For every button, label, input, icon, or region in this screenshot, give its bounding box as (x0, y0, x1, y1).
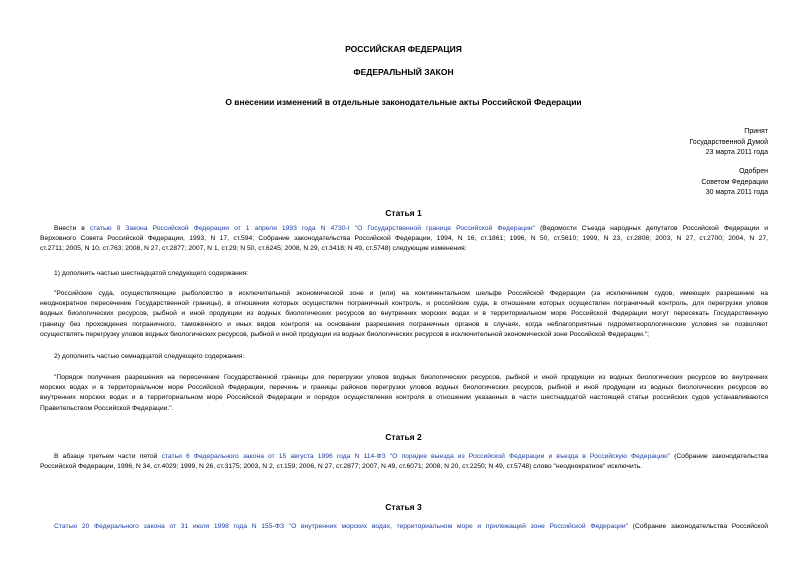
item-2-label (40, 352, 768, 362)
part-16-line-4: границу без прохождения пограничного, таможенного и иных видов контроля на основании разрешения пограничных органов в случаях, когда неблагоприятные гидрометеорологические условия не позволяют (40, 320, 768, 328)
part-17-line-1: "Порядок получения разрешения на пересечение Государственной границы для перегрузки уловов водных биологических ресурсов, рыбной и иной продукции из водных биологических ресурсов во внутренних (54, 374, 768, 381)
part-16-line-3: водных биологических ресурсов, рыбной и иной продукции из водных биологических ресурсов во внутренних морских водах и в территориальном море Российской Федерации могут пересекать Государственную (40, 310, 768, 318)
article-1-intro-prefix: Внести в (54, 225, 90, 232)
country-title: РОССИЙСКАЯ ФЕДЕРАЦИЯ (345, 44, 462, 54)
part-16-line-1: "Российские суда, осуществляющие рыболовство в исключительной экономической зоне и (или) на континентальном шельфе Российской Федерации (за исключением судов, имеющих разрешение на (54, 290, 768, 297)
part-17-text (40, 373, 768, 414)
article-2-prefix: В абзаце третьем части пятой (54, 453, 162, 460)
article-3-line-1 (40, 522, 768, 532)
article-1-intro (40, 224, 768, 255)
part-17-line-4: Правительством Российской Федерации.". (40, 404, 174, 412)
council-name: Советом Федерации (701, 178, 768, 186)
law-114-fz-link[interactable]: статьи 6 Федерального закона от 15 августа 1996 года N 114-ФЗ "О порядке выезда из Российской Федерации и въезда в Российскую Федерацию" (161, 453, 671, 460)
article-3-heading: Статья 3 (385, 502, 422, 512)
part-16-text (40, 289, 768, 340)
part-16-line-5: осуществлять перегрузку уловов водных биологических ресурсов, рыбной и иной продукции из водных биологических ресурсов в исключительной экономической зоне Российской Федерации."; (40, 330, 650, 338)
duma-name: Государственной Думой (689, 138, 768, 146)
duma-adoption (689, 127, 768, 159)
council-approval (701, 167, 768, 199)
item-1-text: 1) дополнить частью шестнадцатой следующего содержания: (54, 270, 249, 277)
council-approved-label: Одобрен (739, 168, 768, 175)
article-1-heading: Статья 1 (385, 208, 422, 218)
article-2-line-1 (40, 452, 768, 462)
council-date: 30 марта 2011 года (705, 189, 768, 196)
doc-type-title: ФЕДЕРАЛЬНЫЙ ЗАКОН (353, 67, 454, 77)
law-title: О внесении изменений в отдельные законодательные акты Российской Федерации (225, 97, 582, 107)
article-1-intro-rest: (Ведомости Съезда народных депутатов Российской Федерации и (535, 225, 768, 232)
article-2-line-2: Российской Федерации, 1996, N 34, ст.4029; 1999, N 26, ст.3175; 2003, N 2, ст.159; 2006, N 27, ст.2877; 2007, N 49, ст.6071; 2008, N 20, ст.2250; N 49, ст.5748) слово "неоднократное" исключить. (40, 463, 643, 471)
part-16-line-2: неоднократное пересечение Государственной границы), в отношении которых осуществлен пограничный контроль, и российские суда, в отношении которых осуществлен пограничный контроль, для перегрузки уловов (40, 300, 768, 308)
duma-date: 23 марта 2011 года (705, 149, 768, 156)
article-3-rest: (Собрание законодательства Российской (628, 523, 768, 530)
item-1-label (40, 269, 768, 279)
item-2-text: 2) дополнить частью семнадцатой следующего содержания: (54, 353, 245, 360)
article-2-rest: (Собрание законодательства (670, 453, 769, 460)
duma-adopted-label: Принят (744, 128, 768, 135)
law-4730-link[interactable]: статью 9 Закона Российской Федерации от 1 апреля 1993 года N 4730-I "О Государственной границе Российской Федерации" (89, 225, 536, 232)
article-3-text (40, 522, 768, 532)
article-2-heading: Статья 2 (385, 432, 422, 442)
article-1-intro-line (40, 224, 768, 234)
article-1-intro-line-3: ст.2711; 2005, N 10, ст.763; 2008, N 27, ст.2877; 2007, N 1, ст.29; N 50, ст.6245; 2008, N 29, ст.3418; N 49, ст.5748) следующие изменения: (40, 245, 467, 253)
article-2-text (40, 452, 768, 472)
law-155-fz-link[interactable]: Статью 20 Федерального закона от 31 июля 1998 года N 155-ФЗ "О внутренних морских водах, территориальном море и прилежащей зоне Российской Федерации" (54, 523, 629, 530)
article-1-intro-line-2: Верховного Совета Российской Федерации, 1993, N 17, ст.594; Собрание законодательства Российской Федерации, 1994, N 16, ст.1861; 1996, N 50, ст.5610; 1999, N 23, ст.2808; 2003, N 27, ст.2700; 2004, N 27, (40, 235, 768, 243)
part-17-line-3: внутренних морских водах и в территориальном море Российской Федерации и порядок осуществления контроля в отношении указанных в части шестнадцатой настоящей статьи российских судов устанавливаются (40, 394, 768, 402)
part-17-line-2: морских водах и в территориальном море Российской Федерации, перечень и границы районов перегрузки уловов водных биологических ресурсов, рыбной и иной продукции из водных биологических ресурсов во (40, 384, 768, 392)
